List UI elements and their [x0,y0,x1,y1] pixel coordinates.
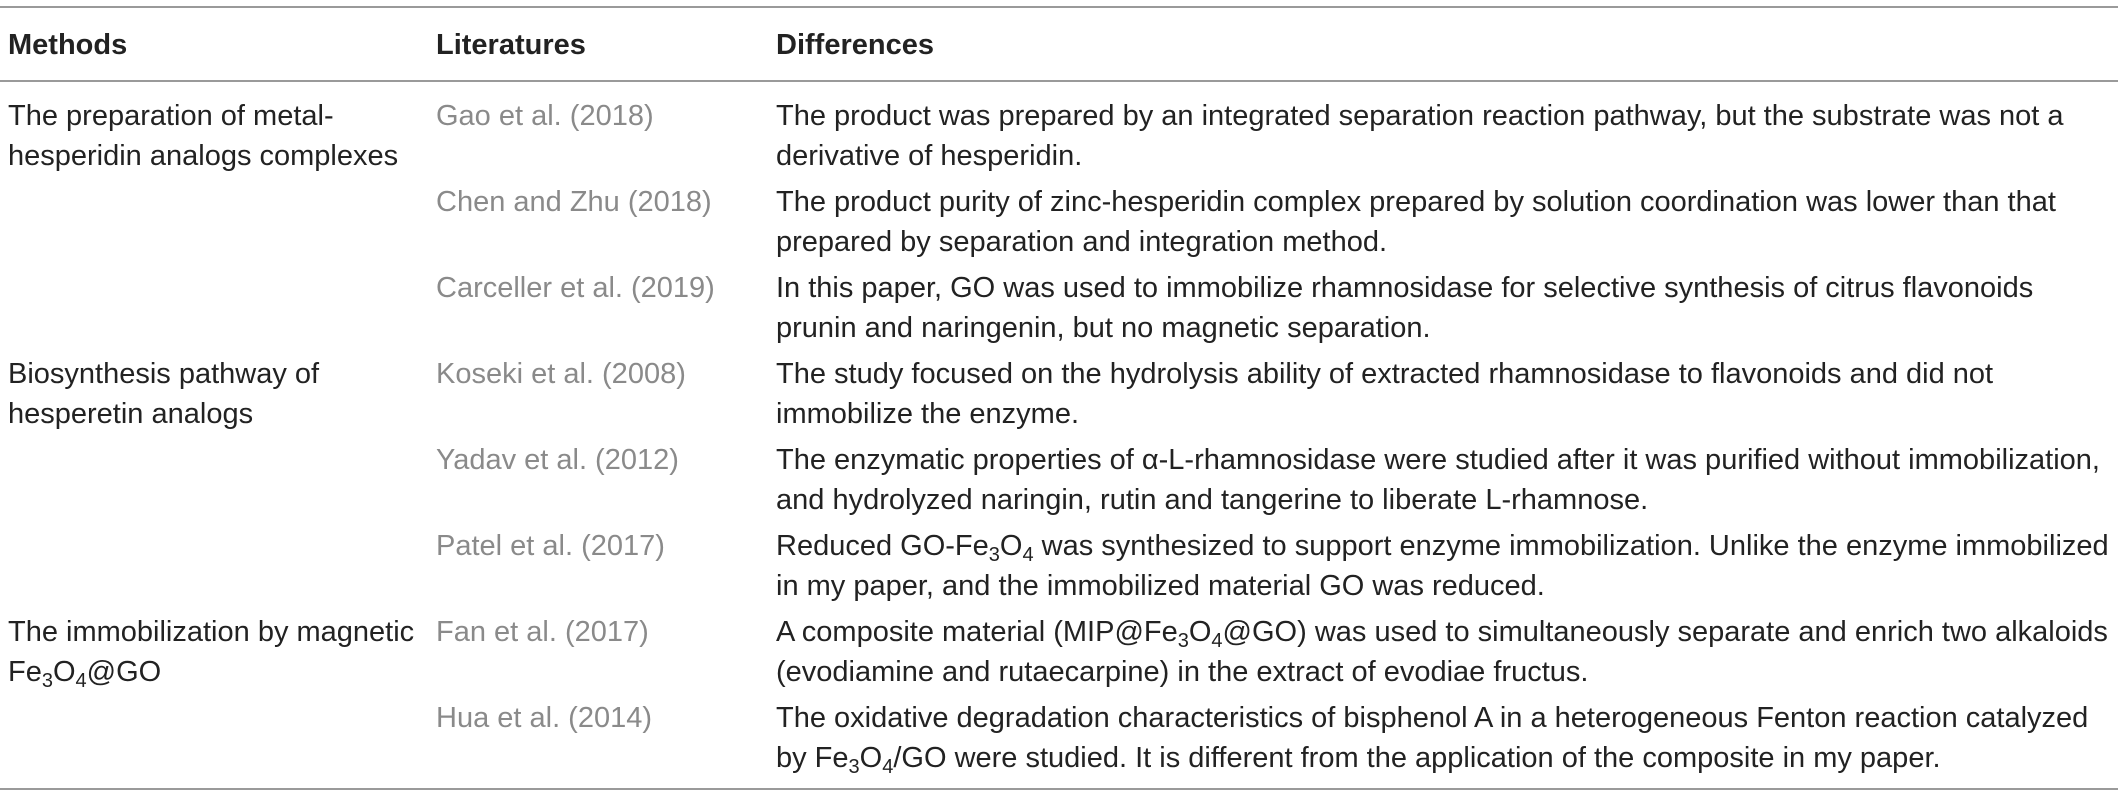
literature-cell: Koseki et al. (2008) [436,358,686,390]
comparison-table [0,6,2118,790]
header-row [0,7,2118,81]
difference-cell: The study focused on the hydrolysis ability of extracted rhamnosidase to flavonoids and did not immobilize the enzyme. [776,358,1994,430]
literature-cell: Gao et al. (2018) [436,100,654,132]
difference-cell: A composite material $(MIP@Fe_3O_4@GO)$ was used to simultaneously separate and enrich two alkaloids (evodiamine and rutaecarpine) in the extract of evodiae fructus. [776,616,2108,688]
table-row [0,354,2118,440]
difference-cell: Reduced $GO-Fe_3O_4$ was synthesized to support enzyme immobilization. Unlike the enzyme immobilized in my paper, and the immobilized material GO was reduced. [776,530,2109,602]
table-body [0,81,2118,789]
method-cell: The immobilization by magnetic $Fe_3O_4@GO$ [0,612,428,789]
difference-cell: The product purity of zinc-hesperidin complex prepared by solution coordination was lower than that prepared by separation and integration method. [776,186,2056,258]
difference-cell: The product was prepared by an integrated separation reaction pathway, but the substrate was not a derivative of hesperidin. [776,100,2064,172]
literature-cell: Fan et al. (2017) [436,616,649,648]
table-row [0,612,2118,698]
difference-cell: In this paper, GO was used to immobilize rhamnosidase for selective synthesis of citrus flavonoids prunin and naringenin, but no magnetic separation. [776,272,2034,344]
literature-cell: Chen and Zhu (2018) [436,186,712,218]
method-cell: Biosynthesis pathway of hesperetin analogs [8,358,320,430]
literature-cell: Carceller et al. (2019) [436,272,715,304]
method-cell: The preparation of metal-hesperidin analogs complexes [8,100,399,172]
header-methods: Methods [8,28,128,61]
table-row [0,81,2118,182]
table-header [0,7,2118,81]
literature-cell: Yadav et al. (2012) [436,444,679,476]
difference-cell: The oxidative degradation characteristics of bisphenol A in a heterogeneous Fenton reaction catalyzed by $Fe_3O_4/GO$ were studied. It is different from the application of the composite in my paper. [768,698,2118,789]
literature-cell: Patel et al. (2017) [436,530,665,562]
difference-cell: The enzymatic properties of α-L-rhamnosidase were studied after it was purified without immobilization, and hydrolyzed naringin, rutin and tangerine to liberate L-rhamnose. [776,444,2100,516]
header-differences: Differences [776,28,934,61]
literature-cell: Hua et al. (2014) [428,698,768,789]
header-literatures: Literatures [436,28,586,61]
